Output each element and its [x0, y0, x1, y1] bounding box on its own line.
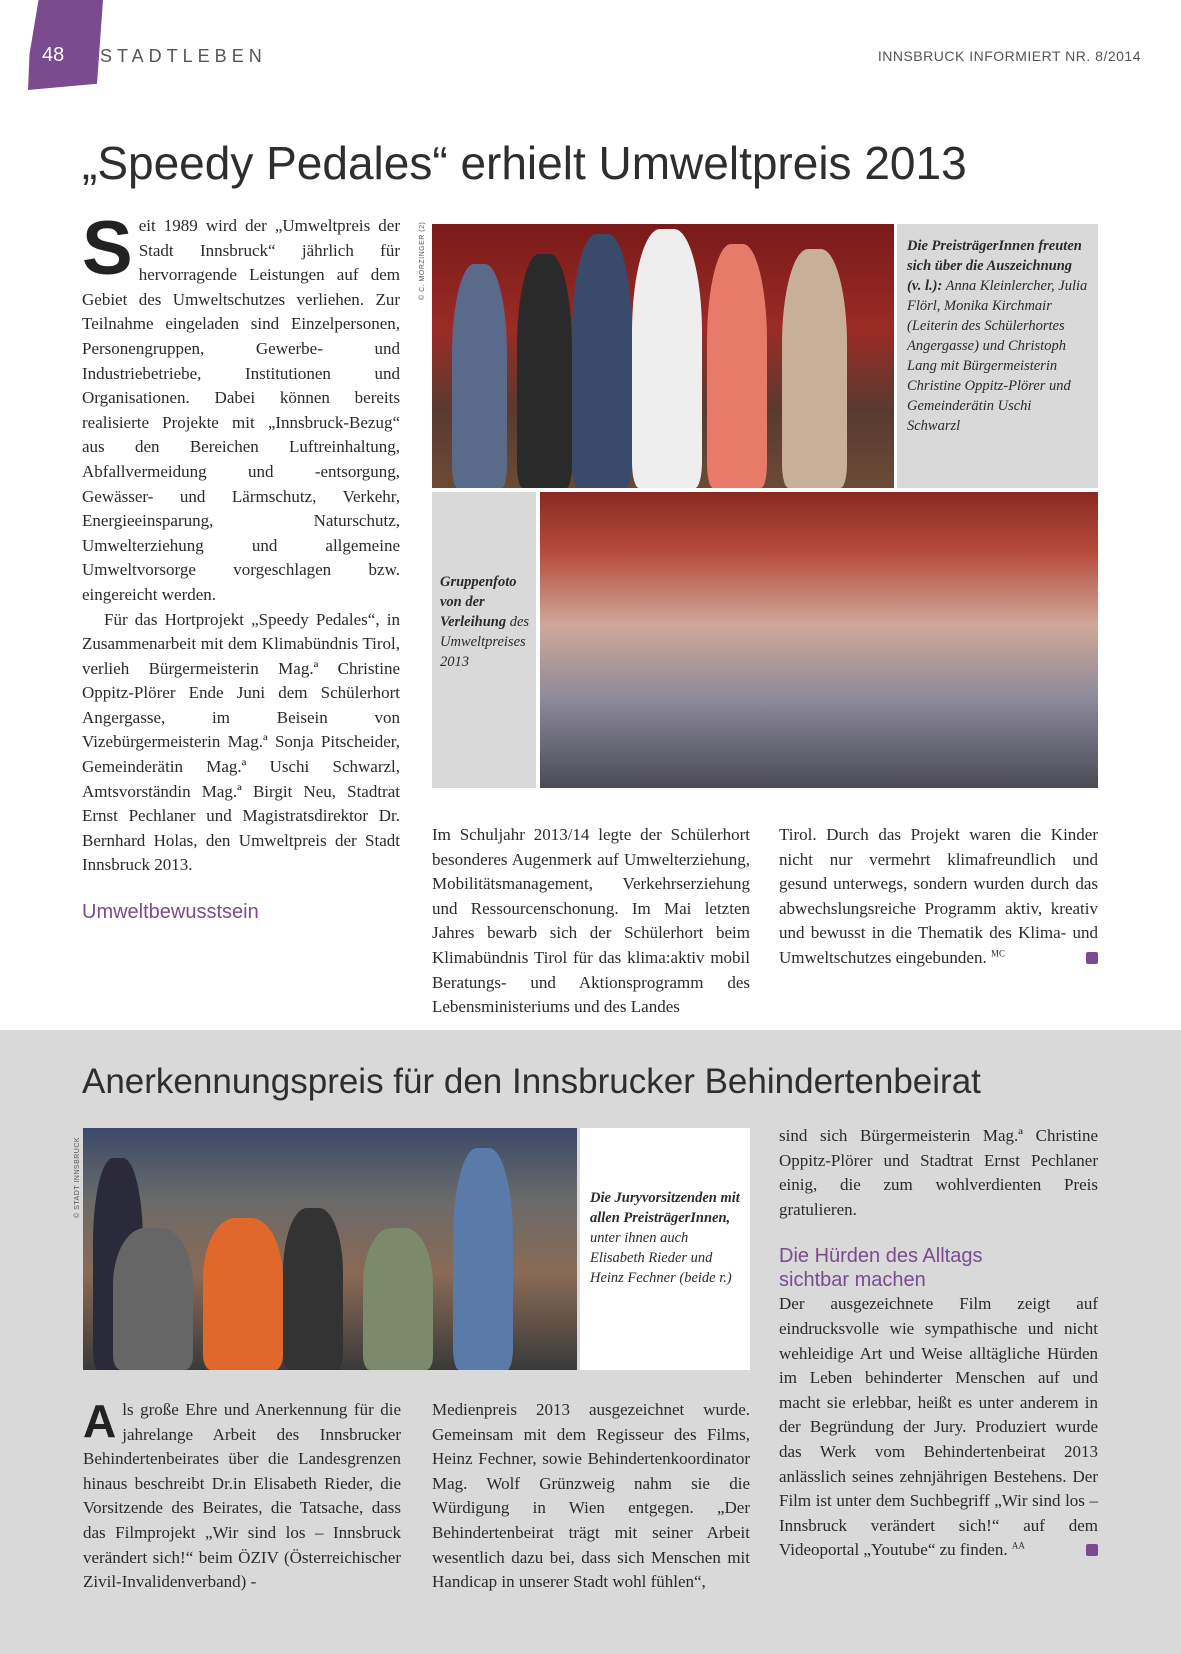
- author-initials: MC: [990, 948, 1005, 959]
- section-title: STADTLEBEN: [100, 46, 267, 66]
- paragraph: eit 1989 wird der „Umweltpreis der Stadt Innsbruck“ jährlich für hervorragende Leistungen auf dem Gebiet des Umweltschutzes verliehen. Zur Teilnahme eingeladen sind Einzelpersonen, Personengruppen, Gewerbe- und Industriebetriebe, Institutionen und Organisationen. Dabei können bereits realisierte Projekte mit „Innsbruck-Bezug“ aus den Bereichen Luftreinhaltung, Abfallvermeidung und -entsorgung, Gewässer- und Lärmschutz, Verkehr, Energieeinsparung, Naturschutz, Umwelterziehung und allgemeine Umweltvorsorge vorgeschlagen bzw. eingereicht werden.: [82, 216, 400, 604]
- photo-caption-3: [580, 1128, 750, 1370]
- caption-bold: Die Juryvorsitzenden mit allen PreisträgerInnen,: [590, 1190, 740, 1226]
- paragraph: Tirol. Durch das Projekt waren die Kinder nicht nur vermehrt klimafreundlich und gesund unterwegs, sondern wurden durch das abwechslungsreiche Programm aktiv, kreativ und bewusst in die Thematik des Klima- und Umweltschutzes eingebunden.: [779, 825, 1098, 967]
- article1-title: „Speedy Pedales“ erhielt Umweltpreis 2013: [82, 137, 967, 189]
- photo-caption-2: [432, 492, 536, 788]
- page-number: 48: [42, 44, 65, 66]
- paragraph: ls große Ehre und Anerkennung für die jahrelange Arbeit des Innsbrucker Behindertenbeirates über die Landesgrenzen hinaus beschreibt Dr.in Elisabeth Rieder, die Vorsitzende des Beirates, die Tatsache, dass das Filmprojekt „Wir sind los – Innsbruck verändert sich!“ beim ÖZIV (Österreichischer Zivil-Invalidenverband) -: [83, 1400, 401, 1592]
- caption-text: unter ihnen auch Elisabeth Rieder und Heinz Fechner (beide r.): [590, 1230, 732, 1286]
- paragraph: Medienpreis 2013 ausgezeichnet wurde. Gemeinsam mit dem Regisseur des Films, Heinz Fechner, sowie Behindertenkoordinator Mag. Wolf Grünzweig nahm sie die Würdigung in Wien entgegen. „Der Behindertenbeirat trägt mit seiner Arbeit wesentlich dazu bei, dass sich Menschen mit Handicap in unserer Stadt wohl fühlen“,: [432, 1400, 750, 1592]
- drop-cap: A: [83, 1395, 117, 1447]
- end-mark-icon: [1086, 1544, 1098, 1556]
- issue-label: INNSBRUCK INFORMIERT NR. 8/2014: [877, 48, 1141, 64]
- photo-credit: © C. MÖRZINGER (2): [419, 221, 426, 300]
- caption-text: des Umweltpreises 2013: [440, 614, 530, 670]
- article2-column-1: [83, 1395, 401, 1595]
- jury-and-winners-photo: [83, 1128, 577, 1370]
- article1-column-1: [82, 206, 400, 924]
- page-tab-marker: [28, 0, 103, 90]
- caption-text: Anna Kleinlercher, Julia Flörl, Monika Kirchmair (Leiterin des Schülerhortes Angergasse) und Christoph Lang mit Bürgermeisterin Christine Oppitz-Plörer und Gemeinderätin Uschi Schwarzl: [907, 278, 1088, 434]
- article2-column-2: [432, 1398, 750, 1595]
- photo-caption-1: [897, 224, 1098, 488]
- group-photo: [540, 492, 1098, 788]
- photo-credit: © STADT INNSBRUCK: [74, 1136, 81, 1218]
- award-winners-photo: [432, 224, 894, 488]
- subheading: Umweltbewusstsein: [82, 901, 259, 924]
- end-mark-icon: [1086, 952, 1098, 964]
- paragraph: sind sich Bürgermeisterin Mag.ª Christine Oppitz-Plörer und Stadtrat Ernst Pechlaner einig, die zum wohlverdienten Preis gratulieren.: [779, 1126, 1098, 1219]
- caption-bold: Gruppenfoto von der Verleihung: [440, 574, 517, 630]
- author-initials: AA: [1011, 1540, 1025, 1551]
- article1-column-2: [432, 823, 750, 1020]
- paragraph: Für das Hortprojekt „Speedy Pedales“, in Zusammenarbeit mit dem Klimabündnis Tirol, verlieh Bürgermeisterin Mag.ª Christine Oppitz-Plörer Ende Juni dem Schülerhort Angergasse, im Beisein von Vizebürgermeisterin Mag.ª Sonja Pitscheider, Gemeinderätin Mag.ª Uschi Schwarzl, Amtsvorständin Mag.ª Birgit Neu, Stadtrat Ernst Pechlaner und Magistratsdirektor Dr. Bernhard Holas, den Umweltpreis der Stadt Innsbruck 2013.: [82, 609, 400, 875]
- drop-cap: S: [82, 206, 133, 291]
- subheading: Die Hürden des Alltags sichtbar machen: [779, 1245, 983, 1292]
- caption-bold: Die PreisträgerInnen freuten sich über die Auszeichnung (v. l.):: [907, 238, 1082, 294]
- paragraph: Im Schuljahr 2013/14 legte der Schülerhort besonderes Augenmerk auf Umwelterziehung, Mobilitätsmanagement, Verkehrserziehung und Ressourcenschonung. Im Mai letzten Jahres bewarb sich der Schülerhort beim Klimabündnis Tirol für das klima:aktiv mobil Beratungs- und Aktionsprogramm des Lebensministeriums und des Landes: [432, 825, 750, 1017]
- article2-title: Anerkennungspreis für den Innsbrucker Behindertenbeirat: [82, 1062, 981, 1101]
- article2-column-3: [779, 1124, 1098, 1563]
- article1-column-3: [779, 823, 1098, 971]
- paragraph: Der ausgezeichnete Film zeigt auf eindrucksvolle wie sympathische und nicht wehleidige Art und Weise alltägliche Hürden im Leben behinderter Menschen auf und macht sie erlebbar, heißt es unter anderem in der Begründung der Jury. Produziert wurde das Werk vom Behindertenbeirat 2013 anlässlich seines zehnjährigen Bestehens. Der Film ist unter dem Suchbegriff „Wir sind los – Innsbruck verändert sich!“ auf dem Videoportal „Youtube“ zu finden.: [779, 1294, 1098, 1560]
